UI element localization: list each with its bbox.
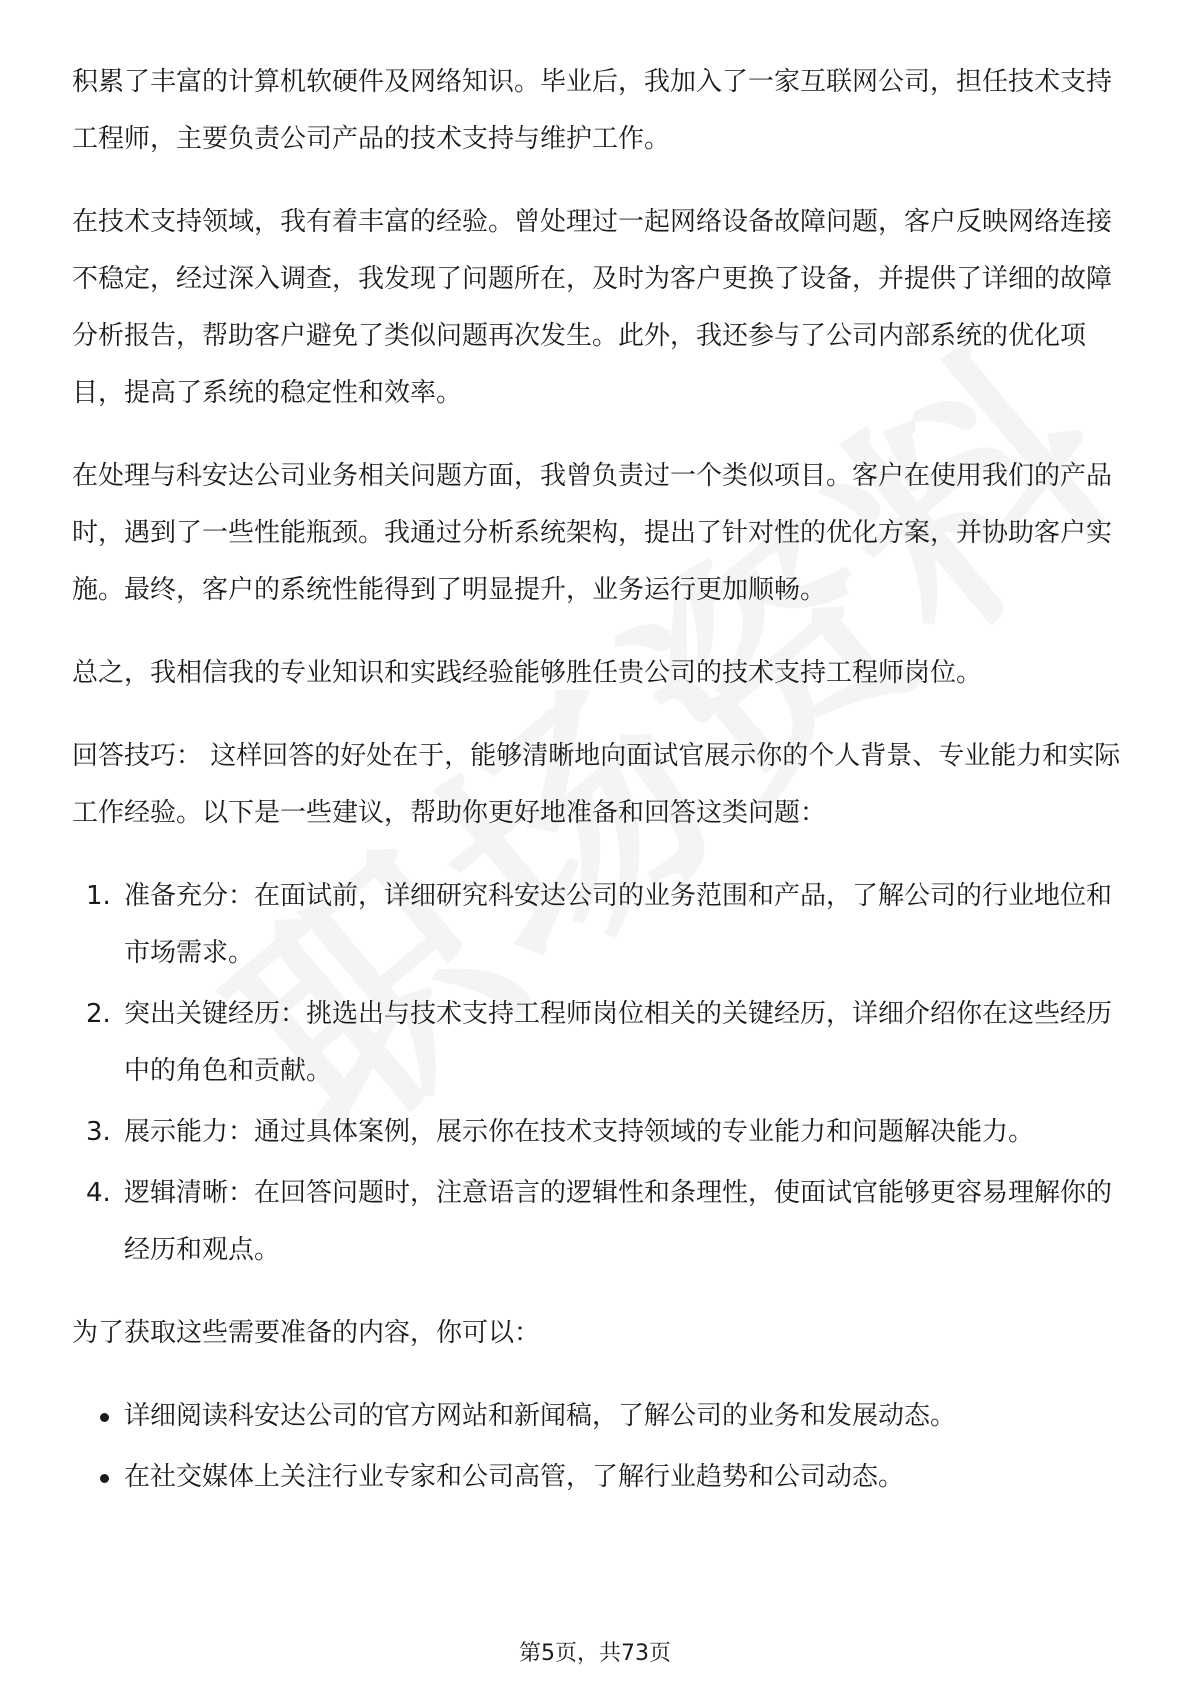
list-number: 3. bbox=[86, 1117, 111, 1147]
list-number: 4. bbox=[86, 1178, 111, 1208]
list-item bbox=[72, 986, 1122, 1100]
list-item bbox=[72, 1388, 1122, 1445]
list-item-text: 在社交媒体上关注行业专家和公司高管，了解行业趋势和公司动态。 bbox=[124, 1462, 905, 1492]
list-item-text: 详细阅读科安达公司的官方网站和新闻稿，了解公司的业务和发展动态。 bbox=[124, 1401, 957, 1431]
paragraph-background: 积累了丰富的计算机软硬件及网络知识。毕业后，我加入了一家互联网公司，担任技术支持工程师，主要负责公司产品的技术支持与维护工作。 bbox=[72, 67, 1113, 154]
list-number: 1. bbox=[86, 881, 111, 911]
bullet-list bbox=[72, 1388, 1122, 1506]
paragraph-experience: 在技术支持领域，我有着丰富的经验。曾处理过一起网络设备故障问题，客户反映网络连接不稳定，经过深入调查，我发现了问题所在，及时为客户更换了设备，并提供了详细的故障分析报告，帮助客户避免了类似问题再次发生。此外，我还参与了公司内部系统的优化项目，提高了系统的稳定性和效率。 bbox=[72, 207, 1113, 408]
list-item-text: 突出关键经历：挑选出与技术支持工程师岗位相关的关键经历，详细介绍你在这些经历中的角色和贡献。 bbox=[124, 999, 1113, 1086]
list-item-text: 逻辑清晰：在回答问题时，注意语言的逻辑性和条理性，使面试官能够更容易理解你的经历和观点。 bbox=[124, 1178, 1113, 1265]
list-item bbox=[72, 1449, 1122, 1506]
paragraph-conclusion: 总之，我相信我的专业知识和实践经验能够胜任贵公司的技术支持工程师岗位。 bbox=[72, 658, 983, 688]
paragraph-project: 在处理与科安达公司业务相关问题方面，我曾负责过一个类似项目。客户在使用我们的产品时，遇到了一些性能瓶颈。我通过分析系统架构，提出了针对性的优化方案，并协助客户实施。最终，客户的系统性能得到了明显提升，业务运行更加顺畅。 bbox=[72, 461, 1113, 605]
tips-list bbox=[72, 868, 1122, 1279]
list-item-text: 展示能力：通过具体案例，展示你在技术支持领域的专业能力和问题解决能力。 bbox=[124, 1117, 1035, 1147]
list-item bbox=[72, 1165, 1122, 1279]
list-number: 2. bbox=[86, 999, 111, 1029]
page-content bbox=[72, 54, 1122, 1510]
paragraph-answer-tips: 回答技巧： 这样回答的好处在于，能够清晰地向面试官展示你的个人背景、专业能力和实际工作经验。以下是一些建议，帮助你更好地准备和回答这类问题： bbox=[72, 741, 1121, 828]
paragraph-intro: 为了获取这些需要准备的内容，你可以： bbox=[72, 1318, 541, 1348]
list-item bbox=[72, 868, 1122, 982]
list-item-text: 准备充分：在面试前，详细研究科安达公司的业务范围和产品，了解公司的行业地位和市场需求。 bbox=[124, 881, 1113, 968]
list-item bbox=[72, 1104, 1122, 1161]
bullet-dot-icon bbox=[100, 1474, 109, 1483]
page-number: 第5页，共73页 bbox=[519, 1641, 671, 1666]
bullet-dot-icon bbox=[100, 1413, 109, 1422]
